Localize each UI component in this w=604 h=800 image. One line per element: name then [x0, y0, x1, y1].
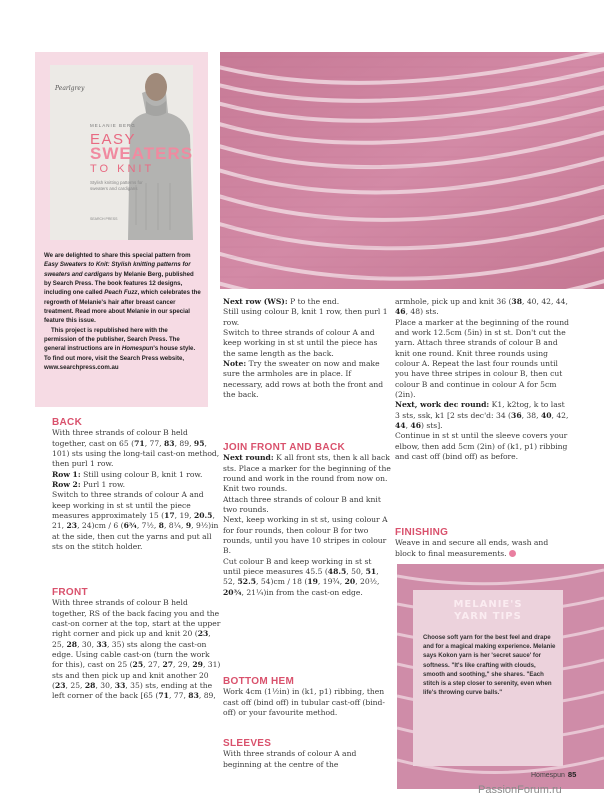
front-heading: FRONT — [52, 587, 88, 598]
page-footer — [531, 770, 576, 779]
book-title-line2: SWEATERS — [90, 144, 193, 163]
sleeves-text-start: With three strands of colour A and beginning at the centre of the — [223, 749, 357, 769]
book-title-line1: EASY — [90, 131, 137, 148]
join-text-4: Next, keep working in st st, using colour A for four rounds, then colour B for two rounds, until you have 10 stripes in colour B. — [223, 515, 388, 556]
end-mark-icon — [509, 550, 516, 557]
search-press-url[interactable]: www.searchpress.com.au — [44, 364, 119, 372]
book-publisher: SEARCH PRESS — [90, 217, 118, 221]
sleeves-section-continued — [395, 297, 571, 463]
knitted-sweater-photo — [220, 52, 604, 289]
magazine-name: Homespun — [531, 772, 565, 779]
front-section — [52, 588, 222, 702]
hem-section — [223, 677, 391, 718]
next-row-text-2: Still using colour B, knit 1 row, then purl 1 row. — [223, 307, 388, 327]
next-row-section — [223, 297, 391, 400]
hem-text: Work 4cm (1½in) in (k1, p1) ribbing, then cast off (bind off) in tubular cast-off (bind-off) or your favourite method. — [223, 687, 385, 718]
intro-panel — [35, 52, 208, 407]
sleeves-heading: SLEEVES — [223, 738, 272, 749]
join-heading: JOIN FRONT AND BACK — [223, 442, 345, 453]
back-text-2: Switch to three strands of colour A and keep working in st st until the piece measures approximately 15 (17, 19, 20.5, 21, 23, 24)cm / 6 (6¾, 7½, 8, 8¼, 9, 9½)in at the side, then cut the yarns and put all sts on the stitch holder. — [52, 490, 219, 552]
back-section — [52, 418, 222, 552]
join-section — [223, 443, 391, 598]
join-text-2: Knit two rounds. — [223, 484, 288, 494]
next-row-text-3: Switch to three strands of colour A and keep working in st st until the piece has the same length as the back. — [223, 328, 378, 358]
page-number: 85 — [567, 770, 577, 779]
book-cover-image — [50, 65, 193, 240]
sleeves-section-start — [223, 739, 391, 770]
sleeves-text-continued: armhole, pick up and knit 36 (38, 40, 42, 44, 46, 48) sts. — [395, 297, 568, 317]
book-subtitle: Stylish knitting patterns for sweaters and cardigans — [90, 180, 143, 191]
join-text-3: Attach three strands of colour B and knit two rounds. — [223, 494, 381, 515]
back-row-1: Row 1: Still using colour B, knit 1 row. — [52, 469, 203, 479]
join-text-5: Cut colour B and keep working in st st until piece measures 45.5 (48.5, 50, 51, 52, 52.5, 54)cm / 18 (19, 19¾, 20, 20½, 20¾, 21¼)in from the cast-on edge. — [223, 556, 380, 597]
join-next-round: Next round: K all front sts, then k all back sts. Place a marker for the beginning of the round and work in the round from now on. — [223, 453, 391, 484]
next-row-text: Next row (WS): P to the end. — [223, 297, 340, 306]
finishing-text: Weave in and secure all ends, wash and block to final measurements. — [395, 538, 549, 558]
note-text: Note: Try the sweater on now and make sure the armholes are in place. If necessary, add rows at both the front and the back. — [223, 359, 384, 400]
intro-paragraph-2: This project is republished here with the permission of the publisher, Search Press. The general instructions are in Homespun's house style. To find out more, visit the Search Press website, — [44, 326, 196, 362]
sleeves-text-4: Continue in st st until the sleeve covers your elbow, then add 5cm (2in) of (k1, p1) ribbing and cast off (bind off) as before. — [395, 431, 568, 462]
watermark: PassionForum.ru — [478, 784, 562, 796]
intro-paragraph-1: We are delighted to share this special pattern from Easy Sweaters to Knit: Stylish knitting patterns for sweaters and cardigans by Melanie Berg, published by Search Press. The book features 12 designs, including one called Peach Fuzz, which celebrates the regrowth of Melanie's hair after breast cancer treatment. Read more about Melanie in our special feature this issue. — [44, 252, 201, 325]
front-text: With three strands of colour B held together, RS of the back facing you and the cast-on corner at the top, start at the upper right corner and pick up and knit 20 (23, 25, 28, 30, 33, 35) sts along the cast-on edge. Using cable cast-on (turn the work for this), cast on 25 (25, 27, 27, 29, 29, 31) sts and then pick up and knit another 20 (23, 25, 28, 30, 33, 35) sts, ending at the left corner of the back [65 (71, 77, 83, 89, — [52, 598, 221, 701]
intro-text — [44, 251, 202, 372]
back-heading: BACK — [52, 417, 83, 428]
back-row-2: Row 2: Purl 1 row. — [52, 480, 126, 490]
yarn-tips-text: Choose soft yarn for the best feel and drape and for a magical making experience. Melanie says Kokon yarn is her 'secret sauce' for softness. "It's like crafting with clouds, smooth and soothing," she shares. "Each stitch is a step closer to serenity, even when life's throwing curve balls." — [423, 634, 556, 697]
book-title-line3: TO KNIT — [90, 163, 155, 175]
hem-heading: BOTTOM HEM — [223, 676, 295, 687]
yarn-tips-heading: MELANIE'S YARN TIPS — [453, 599, 523, 622]
sleeves-dec-round: Next, work dec round: K1, k2tog, k to last 3 sts, ssk, k1 [2 sts dec'd: 34 (36, 38, 40, 42, 44, 46) sts]. — [395, 400, 569, 431]
yarn-tips-box — [413, 590, 563, 766]
book-brand: Pearlgrey — [55, 85, 85, 92]
finishing-heading: FINISHING — [395, 527, 449, 538]
sleeves-text-2: Place a marker at the beginning of the round and work 12.5cm (5in) in st st. Don't cut the yarn. Attach three strands of colour B and knit one round. Knit three rounds using colour A. Repeat the last four rounds until you have three stripes in colour B, then cut colour B and continue in colour A for 5cm (2in). — [395, 317, 570, 400]
book-author: MELANIE BERG — [90, 123, 136, 128]
back-text: With three strands of colour B held together, cast on 65 (71, 77, 83, 89, 95, 101) sts using the long-tail cast-on method, then purl 1 row. — [52, 428, 220, 469]
finishing-section — [395, 528, 571, 559]
